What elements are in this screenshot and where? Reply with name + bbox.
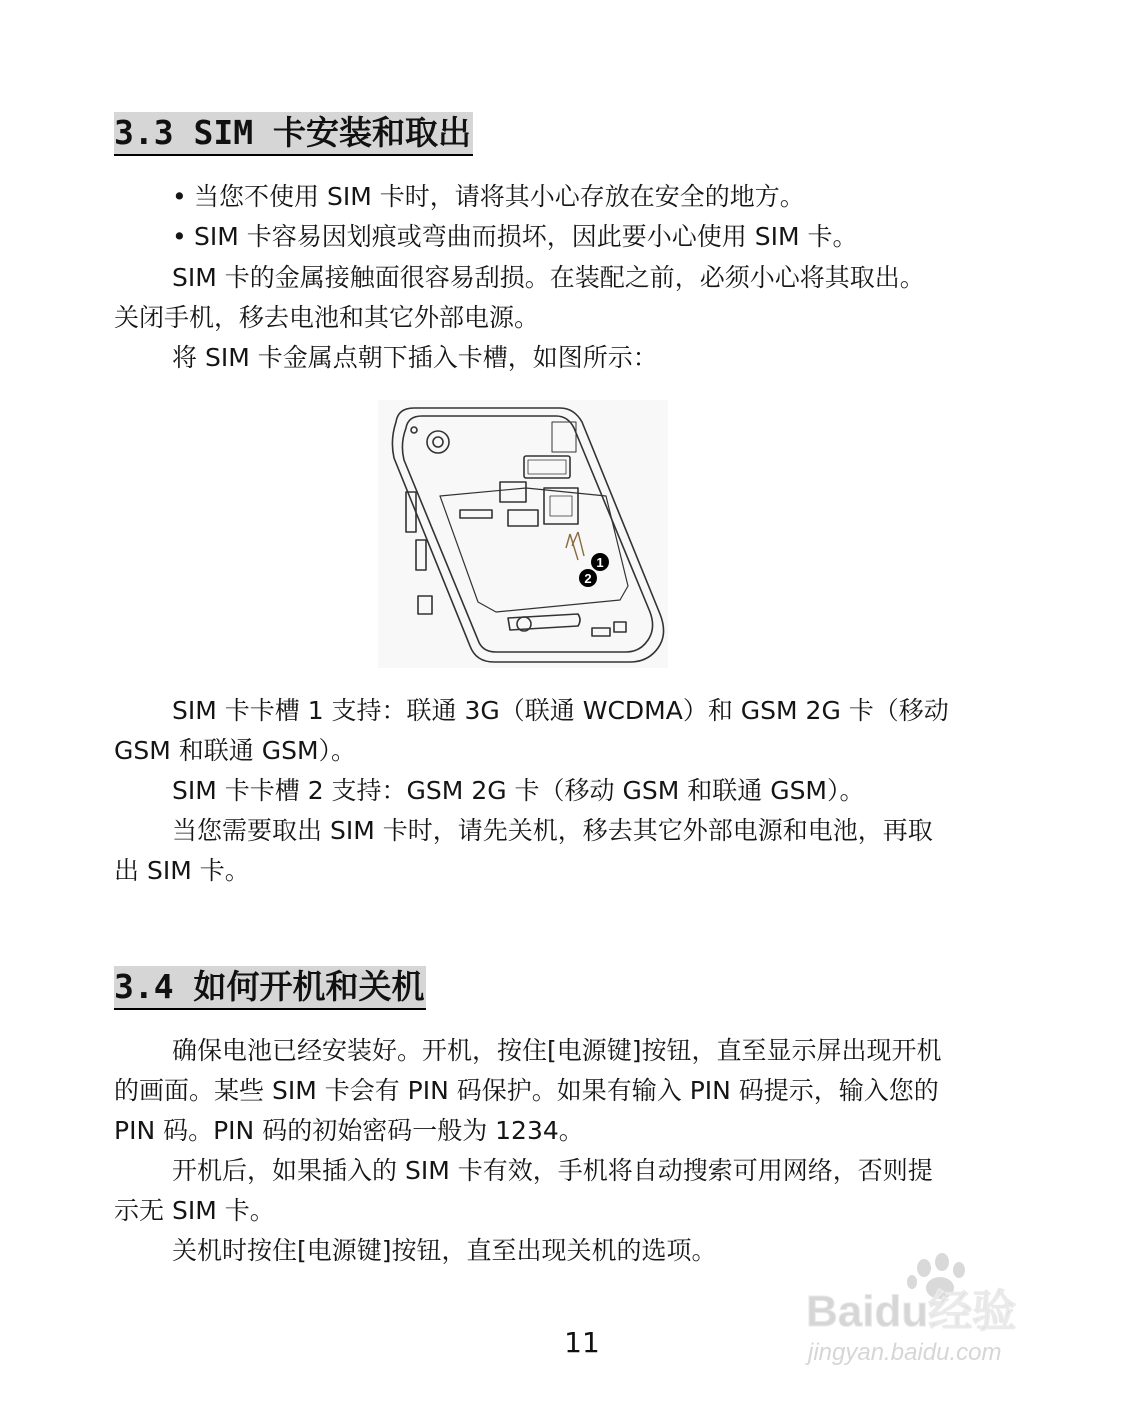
bullet-dot: • — [172, 182, 187, 211]
section-heading-3-4: 3.4 如何开机和关机 — [114, 966, 426, 1010]
bullet-item — [172, 221, 857, 253]
bullet-item — [172, 181, 805, 213]
paragraph-line: 开机后，如果插入的 SIM 卡有效，手机将自动搜索可用网络，否则提 — [172, 1156, 933, 1185]
paragraph-line: SIM 卡的金属接触面很容易刮损。在装配之前，必须小心将其取出。 — [172, 263, 925, 292]
paragraph-line: 关机时按住[电源键]按钮，直至出现关机的选项。 — [172, 1236, 717, 1265]
paragraph-line: 出 SIM 卡。 — [114, 856, 250, 885]
paragraph-line: 将 SIM 卡金属点朝下插入卡槽，如图所示： — [172, 343, 658, 372]
bullet-dot: • — [172, 222, 187, 251]
baidu-jingyan-watermark — [800, 1248, 1070, 1370]
paragraph-line: 的画面。某些 SIM 卡会有 PIN 码保护。如果有输入 PIN 码提示，输入您的 — [114, 1076, 939, 1105]
figure-marker-1: 1 — [596, 555, 604, 570]
watermark-brand: Baidu经验 — [806, 1287, 1017, 1336]
paragraph-line: 确保电池已经安装好。开机，按住[电源键]按钮，直至显示屏出现开机 — [172, 1036, 942, 1065]
section-heading-3-3: 3.3 SIM 卡安装和取出 — [114, 112, 473, 156]
paragraph-line: 关闭手机，移去电池和其它外部电源。 — [114, 303, 540, 332]
paragraph-line: SIM 卡卡槽 1 支持：联通 3G（联通 WCDMA）和 GSM 2G 卡（移动 — [172, 696, 949, 725]
page-number: 11 — [564, 1326, 600, 1359]
figure-marker-2: 2 — [584, 571, 592, 586]
bullet-text: 当您不使用 SIM 卡时，请将其小心存放在安全的地方。 — [194, 182, 805, 211]
watermark-url: jingyan.baidu.com — [808, 1339, 1002, 1366]
paragraph-line: 当您需要取出 SIM 卡时，请先关机，移去其它外部电源和电池，再取 — [172, 816, 933, 845]
paragraph-line: 示无 SIM 卡。 — [114, 1196, 275, 1225]
paragraph-line: PIN 码。PIN 码的初始密码一般为 1234。 — [114, 1116, 584, 1145]
paragraph-line: GSM 和联通 GSM）。 — [114, 736, 357, 765]
phone-sim-slot-diagram — [378, 400, 668, 668]
bullet-text: SIM 卡容易因划痕或弯曲而损坏，因此要小心使用 SIM 卡。 — [194, 222, 858, 251]
paragraph-line: SIM 卡卡槽 2 支持：GSM 2G 卡（移动 GSM 和联通 GSM）。 — [172, 776, 865, 805]
